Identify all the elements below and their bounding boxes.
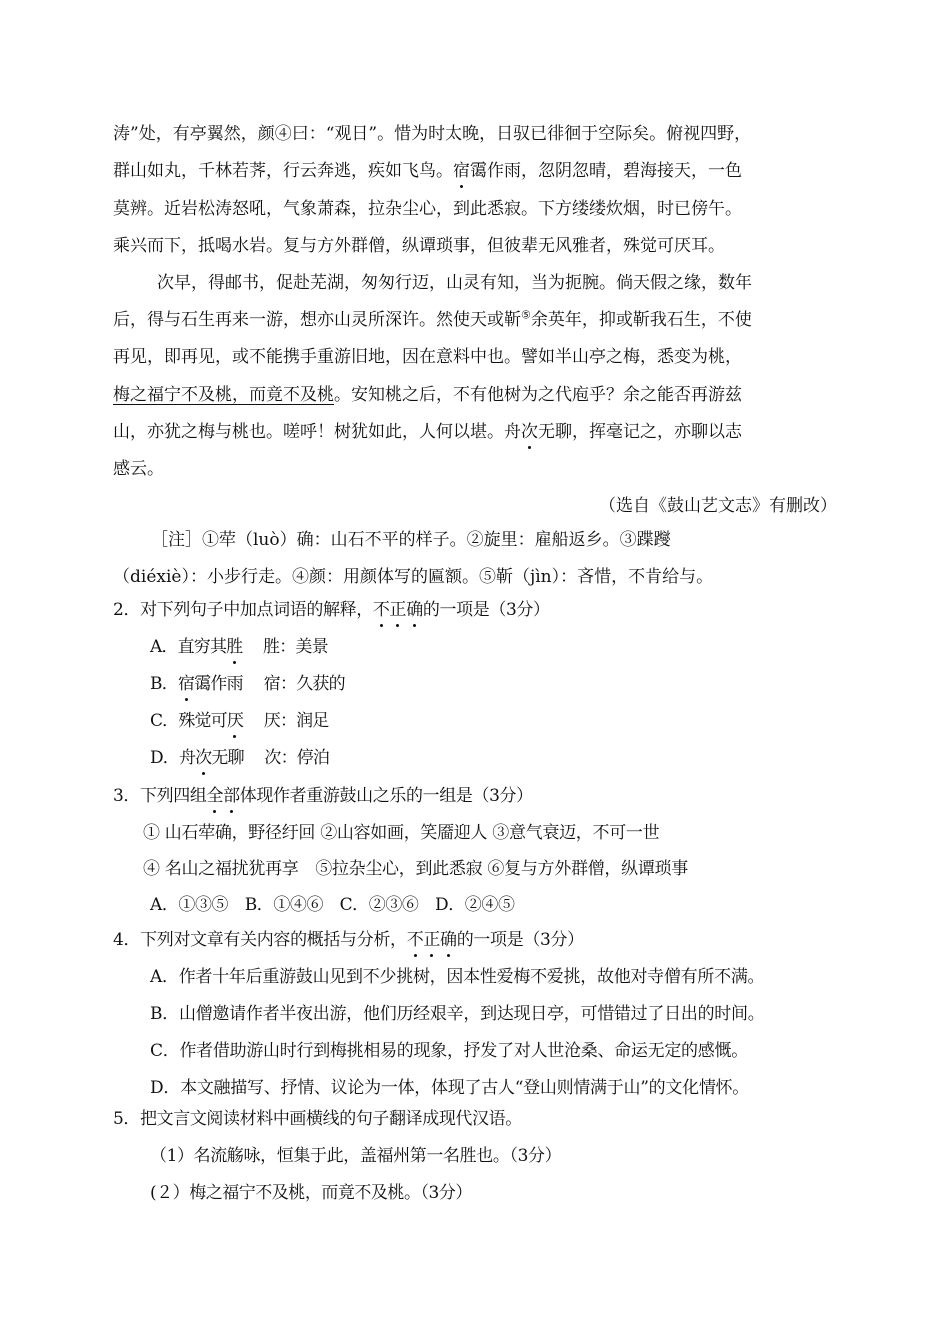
dotted-char: 宿 xyxy=(453,161,470,181)
passage-line-5: 次早，得邮书，促赴芜湖，匆匆行迈，山灵有知，当为扼腕。倘天假之缘，数年 xyxy=(157,273,752,293)
passage-line-4: 乘兴而下，抵喝水岩。复与方外群僧，纵谭琐事，但彼辈无风雅者，殊觉可厌耳。 xyxy=(113,236,725,256)
q3-items-row-2: ④ 名山之福扰犹再享 ⑤拉杂尘心，到此悉寂 ⑥复与方外群僧，纵谭琐事 xyxy=(143,859,688,879)
passage-line-10: 感云。 xyxy=(113,459,164,479)
q5-sentence-1: （1）名流觞咏，恒集于此，盖福州第一名胜也。（3分） xyxy=(150,1146,562,1166)
passage-line-8: 梅之福宁不及桃，而竟不及桃。安知桃之后，不有他树为之代庖乎？余之能否再游兹 xyxy=(113,385,742,405)
source-citation: （选自《鼓山艺文志》有删改） xyxy=(599,496,837,516)
q2-option-a: A．直穷其胜 胜：美景 xyxy=(150,637,328,657)
q3-options: A．①③⑤ B．①④⑥ C．②③⑥ D．②④⑤ xyxy=(150,895,515,915)
q4-option-a: A．作者十年后重游鼓山见到不少挑树，因本性爱梅不爱挑，故他对寺僧有所不满。 xyxy=(150,967,765,987)
q4-option-c: C．作者借助游山时行到梅挑相易的现象，抒发了对人世沧桑、命运无定的感慨。 xyxy=(150,1041,748,1061)
q4-stem: 4．下列对文章有关内容的概括与分析，不正确的一项是（3分） xyxy=(113,930,584,950)
note-line-1: ［注］①荦（luò）确：山石不平的样子。②旋里：雇船返乡。③蹀躞 xyxy=(151,530,671,550)
q4-option-b: B．山僧邀请作者半夜出游，他们历经艰辛，到达现日亭，可惜错过了日出的时间。 xyxy=(150,1004,765,1024)
passage-line-7: 再见，即再见，或不能携手重游旧地，因在意料中也。譬如半山亭之梅，悉变为桃， xyxy=(113,347,742,367)
q2-option-b: B．宿霭作雨 宿：久获的 xyxy=(150,674,345,694)
passage-line-9: 山，亦犹之梅与桃也。嗟呼！树犹如此，人何以堪。舟次无聊，挥毫记之，亦聊以志 xyxy=(113,422,742,442)
dotted-char: 次 xyxy=(521,422,538,442)
q3-stem: 3．下列四组全部体现作者重游鼓山之乐的一组是（3分） xyxy=(113,786,533,806)
note-line-2: （diéxiè）：小步行走。④颜：用颜体写的匾额。⑤靳（jìn）：吝惜，不肯给与。 xyxy=(113,567,714,587)
q5-sentence-2: (２）梅之福宁不及桃，而竟不及桃。（3分） xyxy=(150,1183,472,1203)
underlined-sentence: 梅之福宁不及桃，而竟不及桃 xyxy=(113,385,334,405)
q2-option-c: C．殊觉可厌 厌：润足 xyxy=(150,711,329,731)
q3-items-row-1: ① 山石荦确，野径纡回 ②山容如画，笑靥迎人 ③意气衰迈，不可一世 xyxy=(143,823,660,843)
passage-line-3: 莫辨。近岩松涛怒吼，气象萧森，拉杂尘心，到此悉寂。下方缕缕炊烟，时已傍午。 xyxy=(113,199,742,219)
passage-line-1: 涛”处，有亭翼然，颜④曰：“观日”。惜为时太晚，日驭已徘徊于空际矣。俯视四野， xyxy=(113,124,752,144)
passage-line-2: 群山如丸，千林若荠，行云奔逃，疾如飞鸟。宿霭作雨，忽阴忽晴，碧海接天，一色 xyxy=(113,161,742,181)
q2-stem: 2．对下列句子中加点词语的解释，不正确的一项是（3分） xyxy=(113,600,550,620)
q2-option-d: D．舟次无聊 次：停泊 xyxy=(150,748,330,768)
q5-stem: 5．把文言文阅读材料中画横线的句子翻译成现代汉语。 xyxy=(113,1109,522,1129)
q4-option-d: D．本文融描写、抒情、议论为一体，体现了古人“登山则情满于山”的文化情怀。 xyxy=(150,1078,750,1098)
passage-line-6: 后，得与石生再来一游，想亦山灵所深许。然使天或靳⑤余英年，抑或靳我石生，不使 xyxy=(113,308,752,330)
